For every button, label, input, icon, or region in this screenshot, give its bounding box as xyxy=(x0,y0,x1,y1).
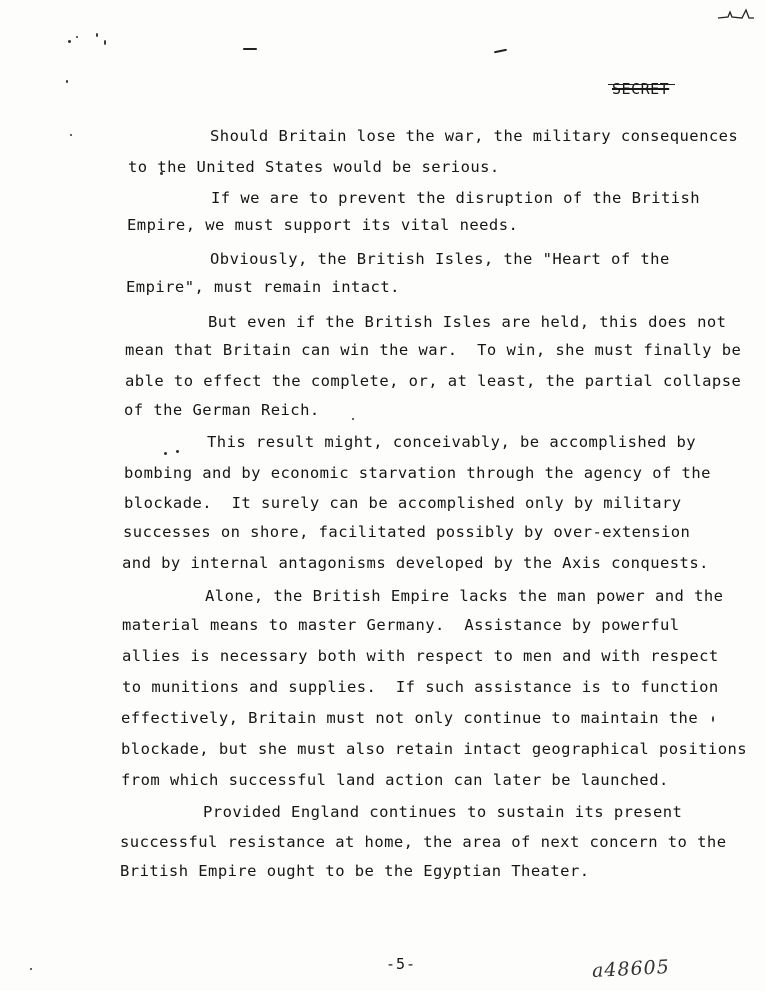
scan-speck xyxy=(164,452,167,455)
paragraph-line: and by internal antagonisms developed by the Axis conquests. xyxy=(122,554,709,572)
paragraph-line: to the United States would be serious. xyxy=(128,158,500,176)
paragraph-line: successes on shore, facilitated possibly by over-extension xyxy=(123,523,691,541)
scan-speck xyxy=(352,418,354,420)
paragraph-line: able to effect the complete, or, at least, the partial collapse xyxy=(125,372,742,390)
scan-speck xyxy=(70,134,72,136)
paragraph-line: of the German Reich. xyxy=(124,401,320,419)
paragraph-line: Should Britain lose the war, the military consequences xyxy=(210,127,739,145)
scan-speck xyxy=(96,33,98,37)
paragraph-line: Obviously, the British Isles, the "Heart of the xyxy=(210,250,670,268)
scan-mark xyxy=(494,49,507,54)
scan-corner-mark xyxy=(716,8,756,20)
scan-speck xyxy=(30,968,32,970)
paragraph-line: This result might, conceivably, be accomplished by xyxy=(207,433,697,451)
handwritten-reference-number: a48605 xyxy=(591,955,671,983)
paragraph-line: from which successful land action can later be launched. xyxy=(121,771,669,789)
scan-mark xyxy=(243,48,257,50)
paragraph-line: effectively, Britain must not only continue to maintain the xyxy=(121,709,699,727)
paragraph-line: to munitions and supplies. If such assistance is to function xyxy=(122,678,719,696)
paragraph-line: But even if the British Isles are held, this does not xyxy=(208,313,727,331)
scan-speck xyxy=(712,716,714,722)
scan-speck xyxy=(176,450,179,453)
paragraph-line: bombing and by economic starvation through the agency of the xyxy=(124,464,711,482)
scan-speck xyxy=(76,36,78,38)
paragraph-line: successful resistance at home, the area of next concern to the xyxy=(120,833,727,851)
paragraph-line: blockade, but she must also retain intact geographical positions xyxy=(121,740,748,758)
paragraph-line: blockade. It surely can be accomplished only by military xyxy=(124,494,682,512)
paragraph-line: If we are to prevent the disruption of the British xyxy=(211,189,701,207)
scan-speck xyxy=(66,80,68,83)
paragraph-line: Empire", must remain intact. xyxy=(126,278,400,296)
paragraph-line: allies is necessary both with respect to men and with respect xyxy=(122,647,719,665)
paragraph-line: British Empire ought to be the Egyptian Theater. xyxy=(120,862,590,880)
paragraph-line: Alone, the British Empire lacks the man power and the xyxy=(205,587,724,605)
page-number: -5- xyxy=(386,955,417,973)
classification-stamp: SECRET xyxy=(612,80,670,98)
paragraph-line: Empire, we must support its vital needs. xyxy=(127,216,519,234)
paragraph-line: mean that Britain can win the war. To win, she must finally be xyxy=(125,341,742,359)
paragraph-line: material means to master Germany. Assistance by powerful xyxy=(122,616,680,634)
scan-speck xyxy=(104,40,106,45)
paragraph-line: Provided England continues to sustain its present xyxy=(203,803,683,821)
scan-speck xyxy=(68,40,71,43)
